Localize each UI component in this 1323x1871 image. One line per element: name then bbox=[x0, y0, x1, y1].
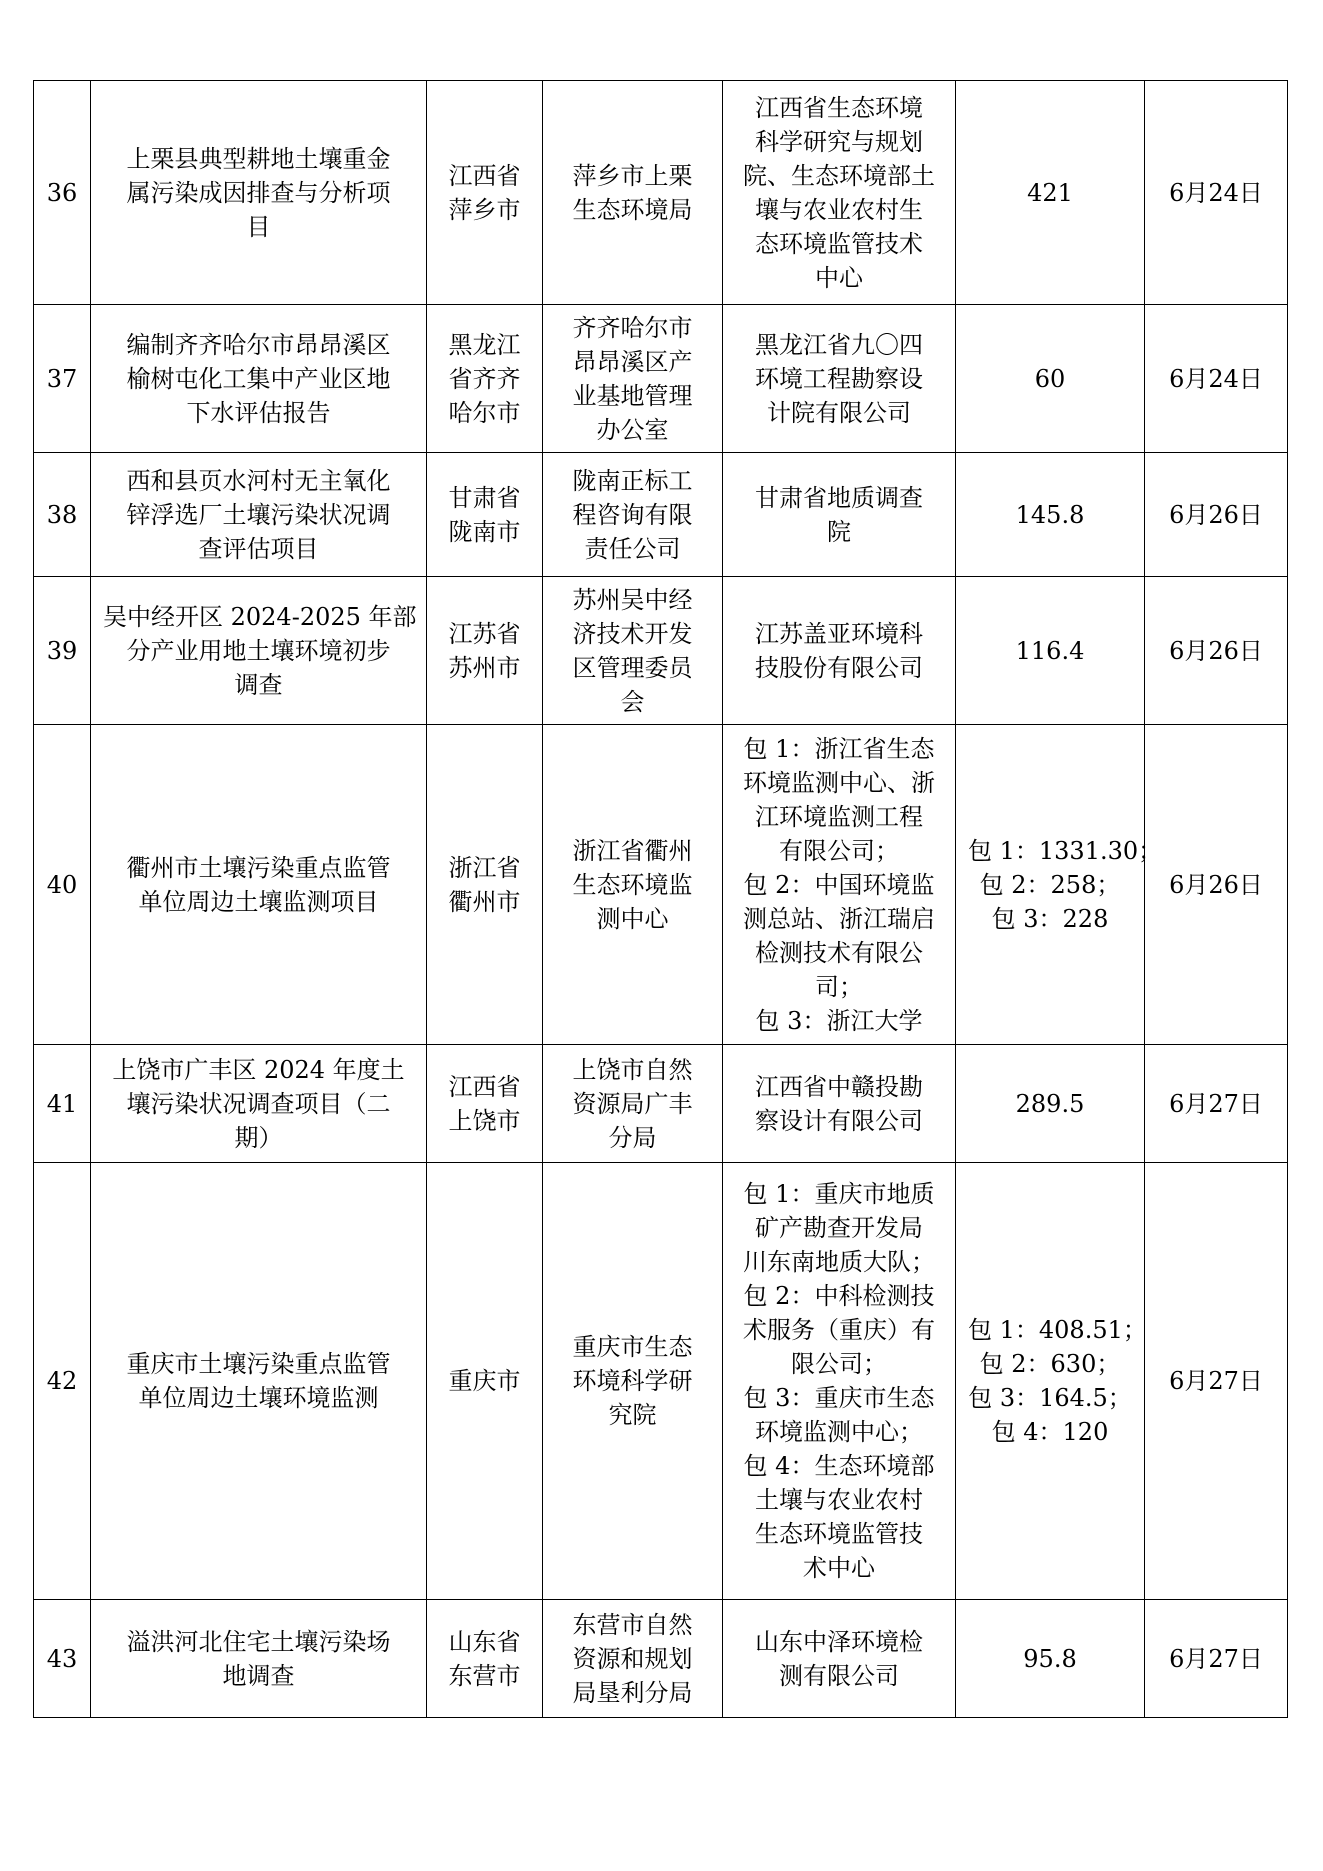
project-name-line: 属污染成因排查与分析项 bbox=[126, 178, 391, 207]
row-number: 43 bbox=[34, 1600, 91, 1718]
award-date: 6月24日 bbox=[1145, 81, 1288, 305]
project-name-line: 下水评估报告 bbox=[186, 398, 331, 427]
purchaser-line: 萍乡市上栗 bbox=[572, 161, 693, 190]
region bbox=[427, 1045, 543, 1163]
region bbox=[427, 725, 543, 1045]
row-number: 37 bbox=[34, 305, 91, 453]
winning-bidder-line: 中心 bbox=[815, 263, 863, 292]
purchaser bbox=[543, 725, 723, 1045]
bid-amount bbox=[956, 1163, 1145, 1600]
purchaser-line: 上饶市自然 bbox=[572, 1055, 693, 1084]
project-name bbox=[91, 453, 427, 577]
winning-bidder bbox=[723, 1163, 956, 1600]
table-row bbox=[34, 577, 1288, 725]
bid-amount bbox=[956, 725, 1163, 1045]
purchaser-line: 昂昂溪区产 bbox=[572, 347, 693, 376]
bid-amount-line: 包 3：164.5； bbox=[968, 1384, 1132, 1412]
winning-bidder bbox=[723, 725, 956, 1045]
project-name bbox=[91, 305, 427, 453]
winning-bidder-line: 包 1：重庆市地质 bbox=[743, 1180, 935, 1208]
purchaser bbox=[543, 305, 723, 453]
project-name-line: 西和县页水河村无主氧化 bbox=[126, 466, 391, 495]
purchaser-line: 济技术开发 bbox=[572, 619, 693, 648]
region-line: 江西省 bbox=[448, 161, 521, 190]
winning-bidder-line: 包 3：重庆市生态 bbox=[743, 1384, 935, 1412]
award-date: 6月24日 bbox=[1145, 305, 1288, 453]
winning-bidder-line: 环境监测中心、浙 bbox=[743, 768, 935, 797]
project-name-line: 衢州市土壤污染重点监管 bbox=[126, 853, 391, 882]
region-line: 山东省 bbox=[448, 1627, 521, 1656]
winning-bidder-line: 检测技术有限公 bbox=[755, 938, 923, 967]
project-name bbox=[91, 1045, 427, 1163]
project-name-line: 上饶市广丰区 2024 年度土 bbox=[112, 1055, 405, 1084]
bid-amount-line: 包 3：228 bbox=[991, 904, 1109, 933]
winning-bidder-line: 矿产勘查开发局 bbox=[755, 1214, 923, 1242]
winning-bidder-line: 山东中泽环境检 bbox=[755, 1627, 923, 1656]
winning-bidder-line: 有限公司； bbox=[779, 836, 899, 865]
winning-bidder-line: 江环境监测工程 bbox=[755, 802, 923, 831]
purchaser bbox=[543, 81, 723, 305]
purchaser-line: 环境科学研 bbox=[572, 1367, 693, 1395]
project-name-line: 编制齐齐哈尔市昂昂溪区 bbox=[126, 330, 391, 359]
region-line: 萍乡市 bbox=[448, 195, 521, 224]
purchaser bbox=[543, 1163, 723, 1600]
region bbox=[427, 81, 543, 305]
row-number: 42 bbox=[34, 1163, 91, 1600]
table-row bbox=[34, 305, 1288, 453]
winning-bidder-line: 壤与农业农村生 bbox=[755, 195, 923, 224]
winning-bidder-line: 包 1：浙江省生态 bbox=[743, 734, 935, 763]
region-line: 江苏省 bbox=[448, 619, 521, 648]
winning-bidder-line: 包 3：浙江大学 bbox=[755, 1006, 923, 1035]
bid-amount bbox=[956, 1600, 1145, 1718]
award-date: 6月26日 bbox=[1145, 453, 1288, 577]
purchaser-line: 苏州吴中经 bbox=[572, 585, 693, 614]
region bbox=[427, 453, 543, 577]
region-line: 陇南市 bbox=[448, 517, 521, 546]
bid-amount bbox=[956, 1045, 1145, 1163]
table-row bbox=[34, 725, 1288, 1045]
region-line: 哈尔市 bbox=[448, 398, 521, 427]
winning-bidder-line: 科学研究与规划 bbox=[755, 127, 923, 156]
table-row bbox=[34, 453, 1288, 577]
award-date: 6月26日 bbox=[1145, 725, 1288, 1045]
region-line: 省齐齐 bbox=[448, 364, 521, 393]
purchaser-line: 分局 bbox=[608, 1123, 657, 1152]
winning-bidder-line: 环境工程勘察设 bbox=[755, 364, 923, 393]
purchaser-line: 究院 bbox=[608, 1401, 657, 1429]
purchaser-line: 业基地管理 bbox=[572, 381, 693, 410]
purchaser bbox=[543, 1600, 723, 1718]
region-line: 重庆市 bbox=[448, 1367, 521, 1395]
table-row bbox=[34, 81, 1288, 305]
project-name bbox=[91, 725, 427, 1045]
region-line: 衢州市 bbox=[448, 887, 521, 916]
region-line: 苏州市 bbox=[448, 653, 521, 682]
purchaser-line: 区管理委员 bbox=[572, 653, 693, 682]
winning-bidder-line: 包 2：中国环境监 bbox=[743, 870, 935, 899]
row-number: 36 bbox=[34, 81, 91, 305]
region bbox=[427, 1600, 543, 1718]
purchaser-line: 重庆市生态 bbox=[572, 1333, 693, 1361]
bid-amount-line: 包 2：258； bbox=[979, 870, 1121, 899]
winning-bidder-line: 院 bbox=[827, 517, 851, 546]
purchaser-line: 陇南正标工 bbox=[572, 466, 693, 495]
table-row bbox=[34, 1163, 1288, 1600]
project-name-line: 溢洪河北住宅土壤污染场 bbox=[126, 1627, 391, 1656]
winning-bidder-line: 生态环境监管技 bbox=[755, 1520, 923, 1548]
winning-bidder-line: 察设计有限公司 bbox=[755, 1106, 923, 1135]
project-name-line: 目 bbox=[246, 212, 271, 241]
winning-bidder-line: 包 2：中科检测技 bbox=[743, 1282, 935, 1310]
region-line: 甘肃省 bbox=[448, 483, 521, 512]
bid-amount bbox=[956, 81, 1145, 305]
project-name bbox=[91, 1163, 427, 1600]
winning-bidder-line: 限公司； bbox=[791, 1350, 887, 1378]
region bbox=[427, 577, 543, 725]
purchaser-line: 办公室 bbox=[596, 415, 669, 444]
row-number: 38 bbox=[34, 453, 91, 577]
winning-bidder-line: 土壤与农业农村 bbox=[755, 1486, 923, 1514]
purchaser bbox=[543, 577, 723, 725]
winning-bidder-line: 黑龙江省九〇四 bbox=[755, 330, 923, 359]
winning-bidder-line: 态环境监管技术 bbox=[755, 229, 923, 258]
project-name-line: 单位周边土壤环境监测 bbox=[138, 1384, 379, 1412]
project-name bbox=[91, 81, 427, 305]
purchaser-line: 浙江省衢州 bbox=[572, 836, 693, 865]
project-name-line: 调查 bbox=[234, 670, 283, 699]
winning-bidder-line: 术服务（重庆）有 bbox=[743, 1316, 935, 1344]
region-line: 东营市 bbox=[448, 1661, 521, 1690]
purchaser-line: 责任公司 bbox=[584, 534, 681, 563]
project-name-line: 分产业用地土壤环境初步 bbox=[126, 636, 391, 665]
winning-bidder-line: 江西省中赣投勘 bbox=[755, 1072, 923, 1101]
winning-bidder-line: 环境监测中心； bbox=[755, 1418, 923, 1446]
project-name-line: 地调查 bbox=[222, 1661, 295, 1690]
bid-amount-line: 289.5 bbox=[1015, 1089, 1085, 1118]
table-row bbox=[34, 1045, 1288, 1163]
purchaser-line: 测中心 bbox=[596, 904, 669, 933]
row-number: 40 bbox=[34, 725, 91, 1045]
winning-bidder bbox=[723, 81, 956, 305]
winning-bidder-line: 江苏盖亚环境科 bbox=[755, 619, 923, 648]
winning-bidder-line: 甘肃省地质调查 bbox=[755, 483, 923, 512]
table-body bbox=[34, 81, 1288, 1718]
bid-amount-line: 60 bbox=[1034, 364, 1066, 393]
project-name-line: 查评估项目 bbox=[198, 534, 319, 563]
row-number: 41 bbox=[34, 1045, 91, 1163]
bid-amount-line: 包 2：630； bbox=[979, 1350, 1121, 1378]
purchaser-line: 局垦利分局 bbox=[572, 1678, 693, 1707]
winning-bidder-line: 测总站、浙江瑞启 bbox=[743, 904, 935, 933]
bid-amount-line: 116.4 bbox=[1015, 636, 1085, 665]
purchaser-line: 会 bbox=[620, 687, 645, 716]
award-date: 6月27日 bbox=[1145, 1163, 1288, 1600]
project-name-line: 榆树屯化工集中产业区地 bbox=[126, 364, 391, 393]
winning-bidder bbox=[723, 453, 956, 577]
winning-bidder-line: 江西省生态环境 bbox=[755, 93, 923, 122]
region-line: 浙江省 bbox=[448, 853, 521, 882]
purchaser-line: 生态环境局 bbox=[572, 195, 693, 224]
winning-bidder-line: 测有限公司 bbox=[779, 1661, 899, 1690]
winning-bidder-line: 技股份有限公司 bbox=[755, 653, 923, 682]
purchaser bbox=[543, 1045, 723, 1163]
award-date: 6月27日 bbox=[1145, 1600, 1288, 1718]
project-name-line: 锌浮选厂土壤污染状况调 bbox=[126, 500, 391, 529]
winning-bidder-line: 术中心 bbox=[803, 1554, 875, 1582]
region-line: 上饶市 bbox=[448, 1106, 521, 1135]
bid-amount-line: 包 1：408.51； bbox=[968, 1316, 1147, 1344]
award-date: 6月27日 bbox=[1145, 1045, 1288, 1163]
purchaser-line: 资源局广丰 bbox=[572, 1089, 693, 1118]
winning-bidder bbox=[723, 577, 956, 725]
winning-bidder-line: 院、生态环境部土 bbox=[743, 161, 935, 190]
project-name-line: 重庆市土壤污染重点监管 bbox=[126, 1350, 391, 1378]
purchaser-line: 资源和规划 bbox=[572, 1644, 693, 1673]
winning-bidder-line: 包 4：生态环境部 bbox=[743, 1452, 935, 1480]
project-name-line: 单位周边土壤监测项目 bbox=[138, 887, 379, 916]
winning-bidder bbox=[723, 305, 956, 453]
bid-amount-line: 145.8 bbox=[1015, 500, 1085, 529]
bid-amount bbox=[956, 453, 1145, 577]
winning-bidder-line: 计院有限公司 bbox=[767, 398, 911, 427]
winning-bidder bbox=[723, 1600, 956, 1718]
purchaser-line: 东营市自然 bbox=[572, 1610, 693, 1639]
winning-bidder bbox=[723, 1045, 956, 1163]
project-name-line: 期） bbox=[234, 1123, 283, 1152]
winning-bidder-line: 司； bbox=[815, 972, 863, 1001]
project-name-line: 壤污染状况调查项目（二 bbox=[126, 1089, 391, 1118]
bid-amount-line: 包 4：120 bbox=[991, 1418, 1109, 1446]
region bbox=[427, 1163, 543, 1600]
bid-amount-line: 包 1：1331.30； bbox=[968, 836, 1163, 865]
project-name-line: 吴中经开区 2024-2025 年部 bbox=[103, 602, 417, 631]
bid-amount bbox=[956, 305, 1145, 453]
row-number: 39 bbox=[34, 577, 91, 725]
purchaser-line: 齐齐哈尔市 bbox=[572, 313, 693, 342]
procurement-table bbox=[33, 80, 1288, 1718]
region bbox=[427, 305, 543, 453]
purchaser-line: 程咨询有限 bbox=[572, 500, 693, 529]
bid-amount-line: 421 bbox=[1027, 178, 1073, 207]
bid-amount bbox=[956, 577, 1145, 725]
table-row bbox=[34, 1600, 1288, 1718]
project-name bbox=[91, 1600, 427, 1718]
purchaser bbox=[543, 453, 723, 577]
project-name bbox=[91, 577, 427, 725]
purchaser-line: 生态环境监 bbox=[572, 870, 693, 899]
region-line: 江西省 bbox=[448, 1072, 521, 1101]
project-name-line: 上栗县典型耕地土壤重金 bbox=[126, 144, 391, 173]
award-date: 6月26日 bbox=[1145, 577, 1288, 725]
bid-amount-line: 95.8 bbox=[1023, 1644, 1077, 1673]
winning-bidder-line: 川东南地质大队； bbox=[743, 1248, 935, 1276]
region-line: 黑龙江 bbox=[448, 330, 521, 359]
